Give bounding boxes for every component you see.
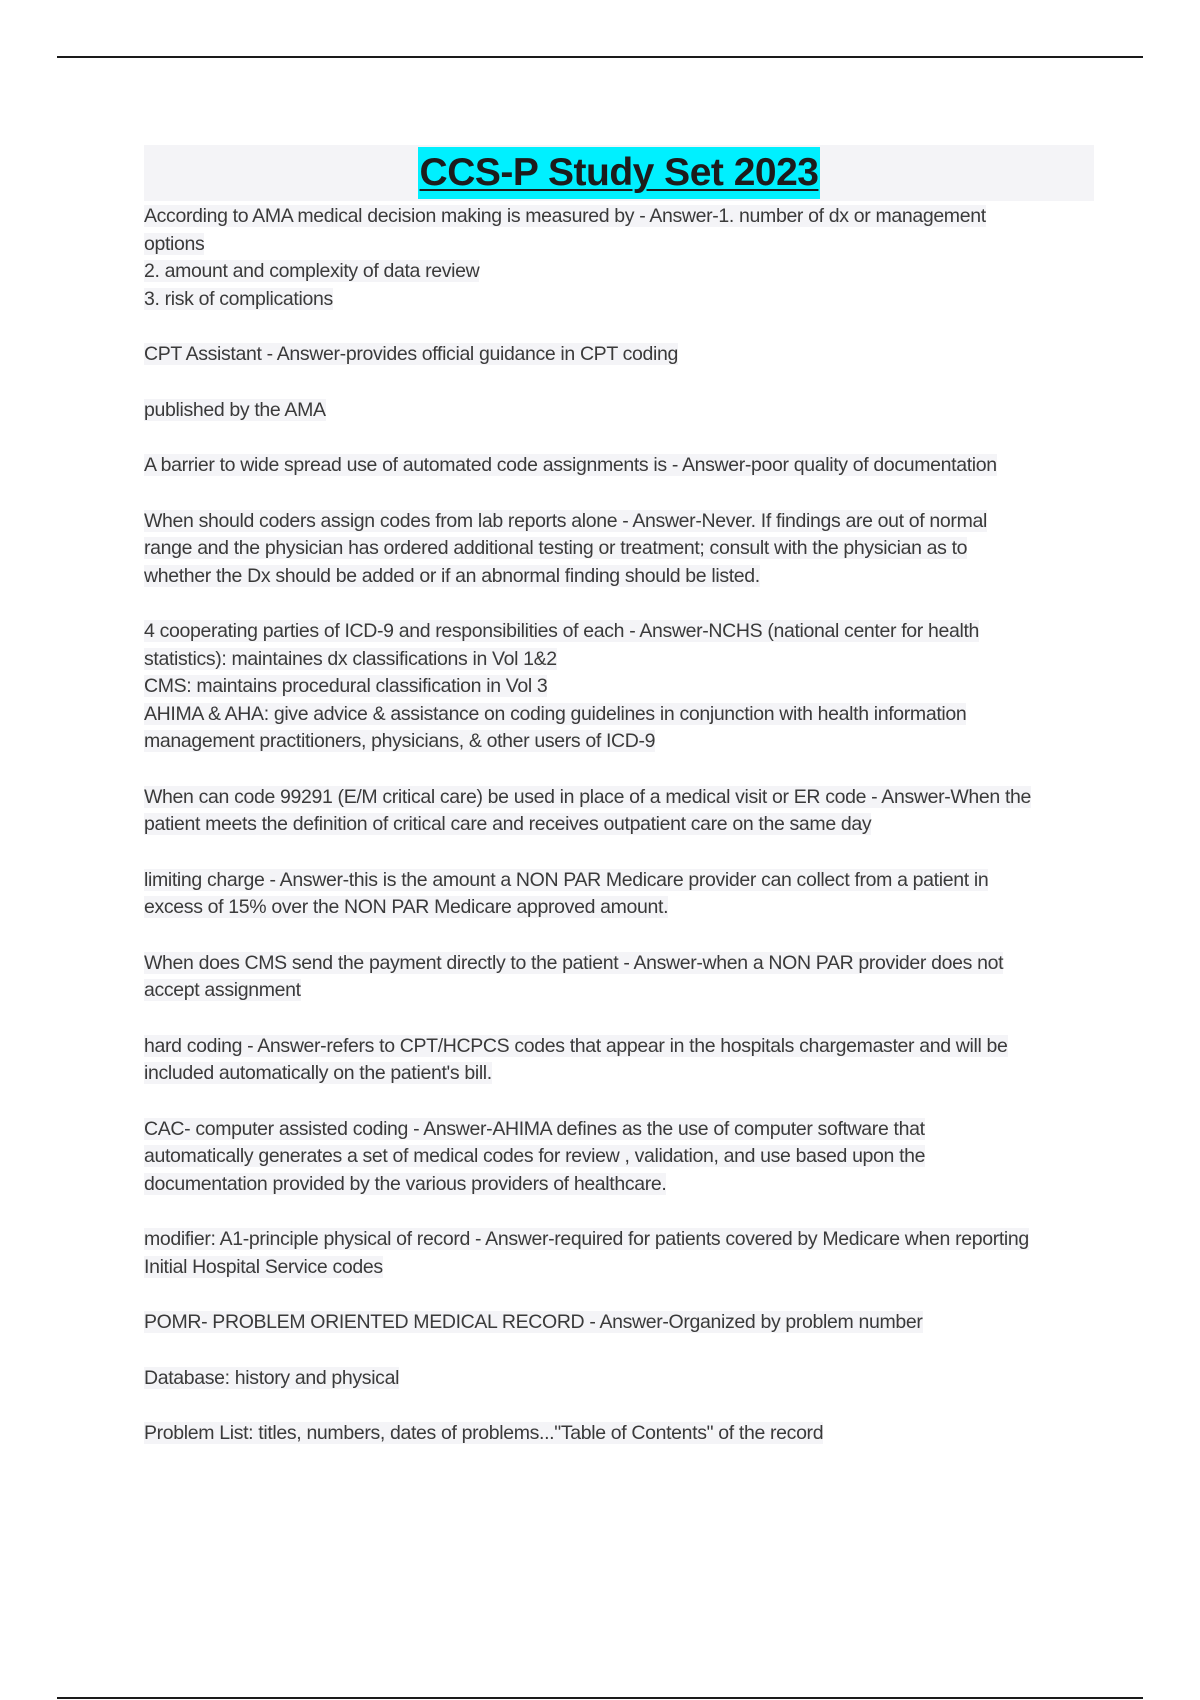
- qa-entry-text: Problem List: titles, numbers, dates of problems..."Table of Contents" of the record: [144, 1422, 824, 1444]
- qa-entry-text: 2. amount and complexity of data review: [144, 260, 480, 282]
- qa-entry: [144, 397, 1094, 425]
- qa-entry-line: [144, 1143, 1094, 1171]
- qa-entry: [144, 1116, 1094, 1199]
- qa-entry-line: [144, 535, 1094, 563]
- qa-entry: [144, 618, 1094, 756]
- qa-entry-text: modifier: A1-principle physical of record - Answer-required for patients covered by Medicare when reporting: [144, 1228, 1029, 1250]
- qa-entry-line: [144, 1171, 1094, 1199]
- qa-entry: [144, 1226, 1094, 1281]
- qa-entry-line: [144, 258, 1094, 286]
- qa-entry-line: [144, 618, 1094, 646]
- qa-entry-line: [144, 728, 1094, 756]
- qa-entry-text: management practitioners, physicians, & other users of ICD-9: [144, 730, 656, 752]
- qa-entry-text: whether the Dx should be added or if an abnormal finding should be listed.: [144, 564, 760, 587]
- qa-entry-text: When does CMS send the payment directly to the patient - Answer-when a NON PAR provider does not: [144, 951, 1004, 974]
- qa-entry-line: [144, 867, 1094, 895]
- qa-entry-line: [144, 646, 1094, 674]
- qa-entry-line: [144, 894, 1094, 922]
- qa-entry-text: limiting charge - Answer-this is the amount a NON PAR Medicare provider can collect from a patient in: [144, 868, 989, 891]
- qa-entry-text: patient meets the definition of critical care and receives outpatient care on the same day: [144, 813, 872, 835]
- document-title: CCS-P Study Set 2023: [418, 147, 821, 199]
- qa-entry-line: [144, 231, 1094, 259]
- qa-entry-text: statistics): maintaines dx classifications in Vol 1&2: [144, 647, 557, 670]
- qa-entry-line: [144, 286, 1094, 314]
- qa-entry-line: [144, 811, 1094, 839]
- qa-entry-line: [144, 1254, 1094, 1282]
- qa-entry-line: [144, 1226, 1094, 1254]
- qa-entry-text: options: [144, 232, 205, 255]
- title-band: [144, 145, 1094, 201]
- qa-entry: [144, 784, 1094, 839]
- qa-entry: [144, 1309, 1094, 1337]
- qa-entry-text: According to AMA medical decision making is measured by - Answer-1. number of dx or management: [144, 205, 986, 227]
- qa-entry-text: Database: history and physical: [144, 1366, 400, 1389]
- qa-entry-line: [144, 1116, 1094, 1144]
- qa-list: [144, 203, 1094, 1448]
- qa-entry-line: [144, 701, 1094, 729]
- qa-entry: [144, 508, 1094, 591]
- qa-entry-text: A barrier to wide spread use of automated code assignments is - Answer-poor quality of documentation: [144, 454, 997, 476]
- qa-entry-line: [144, 1033, 1094, 1061]
- qa-entry-text: included automatically on the patient's bill.: [144, 1062, 492, 1084]
- qa-entry-text: accept assignment: [144, 979, 301, 1001]
- qa-entry-line: [144, 563, 1094, 591]
- qa-entry-line: [144, 1060, 1094, 1088]
- qa-entry-line: [144, 508, 1094, 536]
- qa-entry-line: [144, 397, 1094, 425]
- qa-entry: [144, 950, 1094, 1005]
- qa-entry: [144, 341, 1094, 369]
- qa-entry: [144, 203, 1094, 313]
- qa-entry-text: excess of 15% over the NON PAR Medicare approved amount.: [144, 896, 669, 918]
- qa-entry-text: 4 cooperating parties of ICD-9 and responsibilities of each - Answer-NCHS (national center for health: [144, 620, 980, 642]
- qa-entry: [144, 867, 1094, 922]
- qa-entry: [144, 1365, 1094, 1393]
- qa-entry-line: [144, 1309, 1094, 1337]
- qa-entry-line: [144, 203, 1094, 231]
- qa-entry-line: [144, 784, 1094, 812]
- qa-entry-line: [144, 673, 1094, 701]
- qa-entry-text: POMR- PROBLEM ORIENTED MEDICAL RECORD - Answer-Organized by problem number: [144, 1311, 923, 1333]
- qa-entry-text: 3. risk of complications: [144, 287, 333, 310]
- qa-entry-text: range and the physician has ordered additional testing or treatment; consult with the physician as to: [144, 537, 968, 559]
- qa-entry-text: automatically generates a set of medical codes for review , validation, and use based upon the: [144, 1145, 926, 1167]
- qa-entry-line: [144, 1365, 1094, 1393]
- qa-entry-line: [144, 452, 1094, 480]
- qa-entry-text: When can code 99291 (E/M critical care) be used in place of a medical visit or ER code - Answer-When the: [144, 785, 1032, 808]
- qa-entry-text: published by the AMA: [144, 398, 326, 421]
- qa-entry-line: [144, 341, 1094, 369]
- qa-entry: [144, 1420, 1094, 1448]
- qa-entry-line: [144, 950, 1094, 978]
- qa-entry-text: CMS: maintains procedural classification in Vol 3: [144, 675, 548, 697]
- qa-entry-line: [144, 1420, 1094, 1448]
- top-rule: [57, 56, 1143, 58]
- qa-entry-text: CPT Assistant - Answer-provides official guidance in CPT coding: [144, 343, 678, 365]
- qa-entry-text: When should coders assign codes from lab reports alone - Answer-Never. If findings are out of normal: [144, 509, 987, 532]
- qa-entry-text: documentation provided by the various providers of healthcare.: [144, 1172, 667, 1195]
- qa-entry: [144, 452, 1094, 480]
- qa-entry-line: [144, 977, 1094, 1005]
- qa-entry-text: CAC- computer assisted coding - Answer-AHIMA defines as the use of computer software that: [144, 1117, 925, 1140]
- qa-entry-text: AHIMA & AHA: give advice & assistance on coding guidelines in conjunction with health information: [144, 702, 967, 725]
- qa-entry-text: Initial Hospital Service codes: [144, 1255, 383, 1278]
- qa-entry: [144, 1033, 1094, 1088]
- qa-entry-text: hard coding - Answer-refers to CPT/HCPCS codes that appear in the hospitals chargemaster and will be: [144, 1034, 1008, 1057]
- bottom-rule: [57, 1697, 1143, 1699]
- document-page: [144, 145, 1094, 1476]
